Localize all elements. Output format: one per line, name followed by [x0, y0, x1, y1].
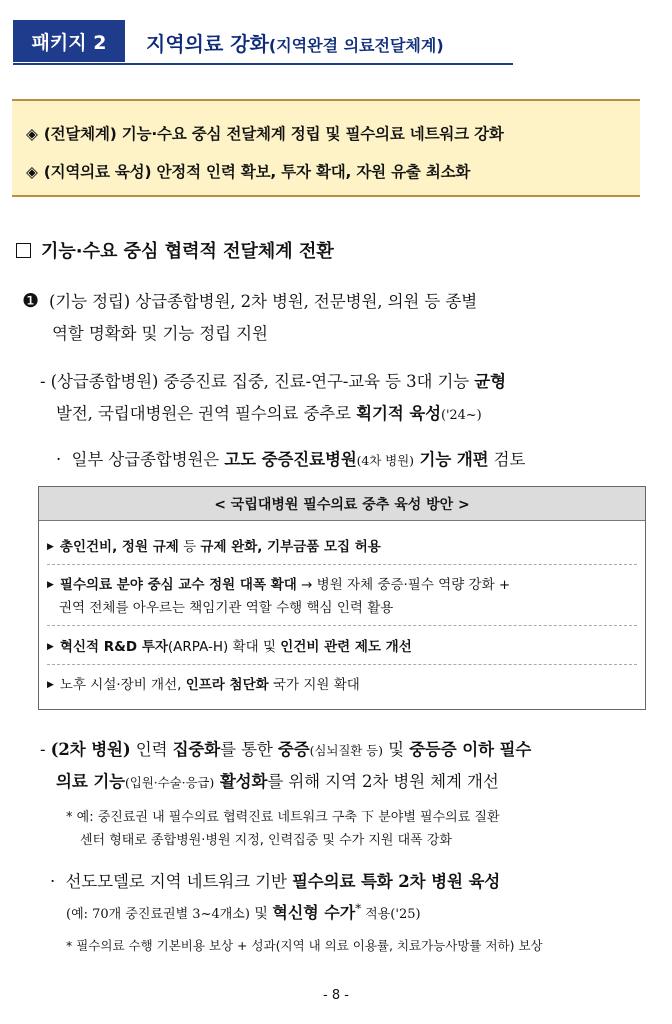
sub1-l3-tail: 검토 — [488, 450, 526, 469]
item1-line2: 역할 명확화 및 기능 정립 지원 — [52, 324, 268, 343]
box-divider — [47, 625, 637, 626]
sub1-l2-bold: 획기적 육성 — [356, 404, 441, 423]
square-bullet-icon — [16, 243, 31, 258]
sub2-note1-line2: 센터 형태로 종합병원·병원 지정, 인력집중 및 수가 지원 대폭 강화 — [80, 833, 452, 848]
box-r1-bold: 총인건비, 정원 규제 — [59, 539, 179, 555]
sub2-l4-paren: (예: 70개 중진료권별 3~4개소) — [66, 907, 250, 922]
sub1-l3-text: 일부 상급종합병원은 — [71, 450, 225, 469]
box-divider — [47, 664, 637, 665]
sub2-l1-text: 인력 — [130, 740, 173, 759]
sub2-line3 — [50, 868, 500, 892]
diamond-bullet-icon: ◈ — [26, 125, 38, 143]
sub2-note1-line1: * 예: 중진료권 내 필수의료 협력진료 네트워크 구축 下 분야별 필수의료 질환 — [66, 810, 500, 825]
box-title: < 국립대병원 필수의료 중추 육성 방안 > — [39, 487, 645, 521]
box-row-2 — [47, 573, 510, 593]
package-badge — [13, 20, 125, 62]
box-r4-text: 노후 시설·장비 개선, — [59, 677, 186, 693]
box-r2-text: → 병원 자체 중증·필수 역량 강화 + — [296, 577, 511, 593]
sub1-line3 — [56, 446, 525, 470]
item1-line1 — [22, 288, 477, 312]
sub1-l3-bold: 고도 중증진료병원 — [224, 450, 357, 469]
sub1-l1-text: (상급종합병원) 중증진료 집중, 진료-연구-교육 등 3대 기능 — [50, 372, 475, 391]
sub2-l1-text3: 및 — [382, 740, 410, 759]
box-row-2-cont: 권역 전체를 아우르는 책임기관 역할 수행 핵심 인력 활용 — [59, 600, 394, 616]
sub2-l1-paren: (심뇌질환 등) — [309, 743, 383, 758]
package-badge-label: 패키지 2 — [31, 31, 107, 54]
sub2-l4-text: 및 — [249, 906, 273, 922]
sub2-l3-bold: 필수의료 특화 2차 병원 육성 — [291, 872, 501, 891]
box-row-3 — [47, 635, 412, 655]
box-r1-bold2: 규제 완화, 기부금품 모집 허용 — [200, 539, 381, 555]
dash-marker: - — [40, 372, 46, 391]
box-r1-text: 등 — [178, 539, 201, 555]
box-r3-text: (ARPA-H) 확대 및 — [167, 639, 281, 655]
sub2-l1-bold: (2차 병원) — [50, 740, 131, 759]
summary-item-1 — [26, 122, 504, 144]
sub2-line4 — [66, 900, 421, 923]
item1-line1-text: (기능 정립) 상급종합병원, 2차 병원, 전문병원, 의원 등 종별 — [48, 292, 478, 311]
box-row-1 — [47, 535, 381, 555]
triangle-bullet-icon: ▶ — [47, 580, 54, 590]
summary-item-2-text: (지역의료 육성) 안정적 인력 확보, 투자 확대, 자원 유출 최소화 — [43, 163, 471, 181]
sub2-l4-bold: 혁신형 수가 — [272, 903, 356, 922]
dash-marker: - — [40, 740, 46, 759]
sub2-l2-paren: (입원·수술·응급) — [125, 775, 215, 790]
sub1-line2 — [56, 400, 482, 424]
sub1-l3-bold2: 기능 개편 — [413, 450, 489, 469]
dot-marker: · — [50, 872, 56, 891]
national-hospital-box — [38, 486, 646, 710]
section-heading — [16, 237, 334, 263]
title-sub: (지역완결 의료전달체계) — [268, 36, 444, 55]
header-underline — [13, 63, 513, 65]
dot-marker: · — [56, 450, 62, 469]
page-title — [146, 28, 444, 57]
sub2-l1-bold3: 중증 — [277, 740, 310, 759]
sub2-l4-sup: * — [355, 901, 362, 916]
summary-item-2 — [26, 160, 470, 182]
box-r4-tail: 국가 지원 확대 — [268, 677, 360, 693]
box-r3-bold: 혁신적 R&D 투자 — [59, 639, 168, 655]
sub2-l2-text: 를 위해 지역 2차 병원 체계 개선 — [267, 772, 499, 791]
sub1-l3-paren: (4차 병원) — [356, 453, 414, 468]
section-heading-text: 기능·수요 중심 협력적 전달체계 전환 — [41, 241, 334, 262]
sub2-line2 — [56, 768, 499, 792]
summary-item-1-text: (전달체계) 기능·수요 중심 전달체계 정립 및 필수의료 네트워크 강화 — [43, 125, 504, 143]
sub2-l1-bold2: 집중화 — [172, 740, 221, 759]
sub2-l3-text: 선도모델로 지역 네트워크 기반 — [65, 872, 292, 891]
page-number: - 8 - — [323, 988, 349, 1003]
box-r3-bold2: 인건비 관련 제도 개선 — [280, 639, 412, 655]
box-divider — [47, 564, 637, 565]
triangle-bullet-icon: ▶ — [47, 680, 54, 690]
sub2-l4-year: 적용('25) — [361, 907, 421, 922]
sub2-l1-text2: 를 통한 — [220, 740, 278, 759]
sub1-line1 — [40, 368, 506, 392]
sub1-l1-bold: 균형 — [474, 372, 506, 391]
triangle-bullet-icon: ▶ — [47, 542, 54, 552]
sub2-note2: * 필수의료 수행 기본비용 보상 + 성과(지역 내 의료 이용률, 치료가능사망률 저하) 보상 — [66, 938, 543, 953]
sub2-line1 — [40, 736, 531, 760]
box-r2-bold: 필수의료 분야 중심 교수 정원 대폭 확대 — [59, 577, 297, 593]
box-r4-bold: 인프라 첨단화 — [185, 677, 269, 693]
sub2-l2-bold2: 활성화 — [214, 772, 268, 791]
box-row-4 — [47, 673, 360, 693]
summary-box — [12, 99, 640, 197]
sub1-l2-text: 발전, 국립대병원은 권역 필수의료 중추로 — [56, 404, 357, 423]
sub2-l1-bold4: 중등증 이하 필수 — [409, 740, 532, 759]
title-main: 지역의료 강화 — [146, 32, 269, 56]
sub1-l2-year: ('24~) — [440, 408, 482, 423]
diamond-bullet-icon: ◈ — [26, 163, 38, 181]
circled-number-1-icon: ❶ — [22, 290, 39, 312]
sub2-l2-bold: 의료 기능 — [56, 772, 126, 791]
triangle-bullet-icon: ▶ — [47, 642, 54, 652]
